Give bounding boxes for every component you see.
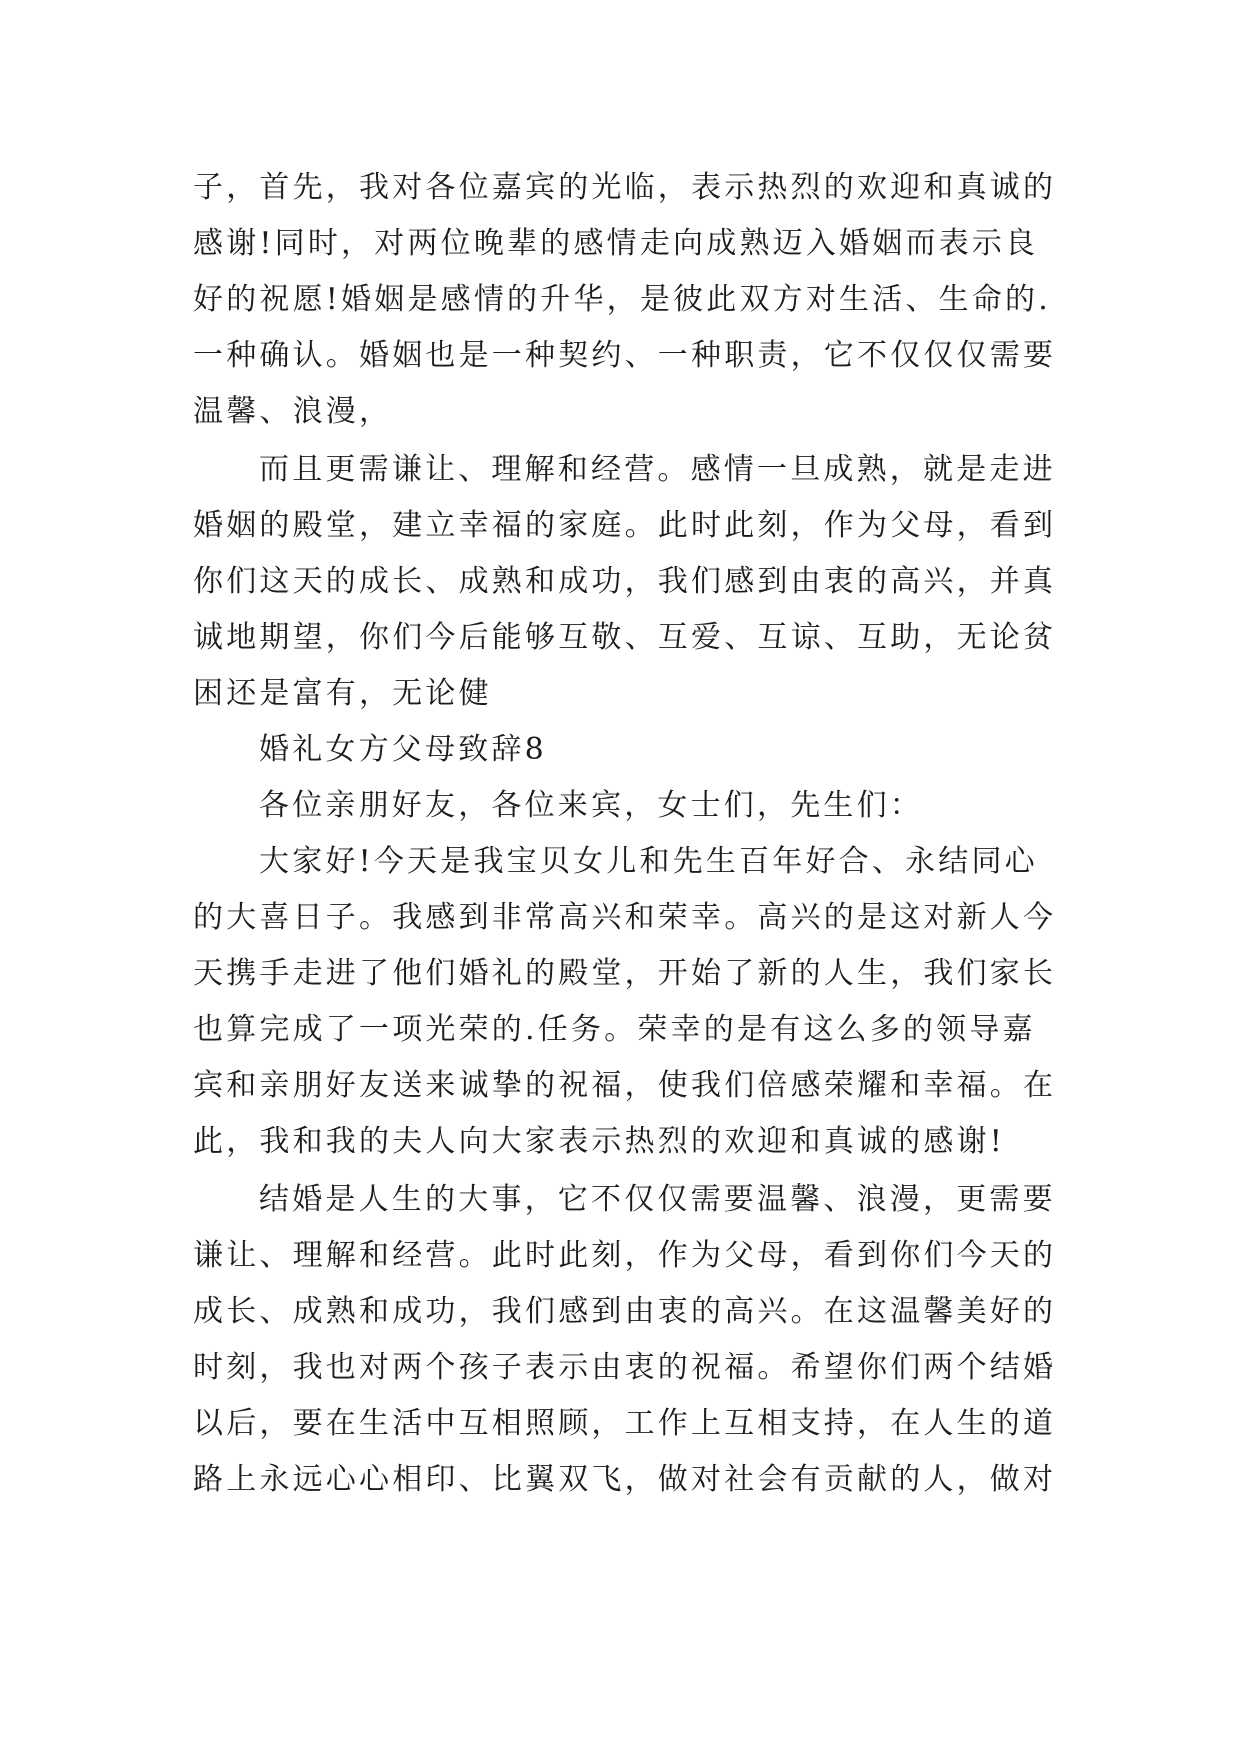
text-line: 而且更需谦让、理解和经营。感情一旦成熟，就是走进 xyxy=(259,452,1056,487)
paragraph xyxy=(193,1172,1058,1508)
text-line: 好的祝愿!婚姻是感情的升华，是彼此双方对生活、生命的. xyxy=(193,282,1051,317)
text-line: 各位亲朋好友，各位来宾，女士们，先生们： xyxy=(259,788,923,823)
text-line: 此，我和我的夫人向大家表示热烈的欢迎和真诚的感谢! xyxy=(193,1124,1006,1159)
heading-text: 婚礼女方父母致辞8 xyxy=(259,732,547,767)
text-line: 路上永远心心相印、比翼双飞，做对社会有贡献的人，做对 xyxy=(193,1462,1057,1497)
text-line: 你们这天的成长、成熟和成功，我们感到由衷的高兴，并真 xyxy=(193,564,1057,599)
text-line: 宾和亲朋好友送来诚挚的祝福，使我们倍感荣耀和幸福。在 xyxy=(193,1068,1057,1103)
text-line: 谦让、理解和经营。此时此刻，作为父母，看到你们今天的 xyxy=(193,1238,1057,1273)
text-line: 成长、成熟和成功，我们感到由衷的高兴。在这温馨美好的 xyxy=(193,1294,1057,1329)
text-line: 的大喜日子。我感到非常高兴和荣幸。高兴的是这对新人今 xyxy=(193,900,1057,935)
text-line: 以后，要在生活中互相照顾，工作上互相支持，在人生的道 xyxy=(193,1406,1057,1441)
text-line: 感谢!同时，对两位晚辈的感情走向成熟迈入婚姻而表示良 xyxy=(193,226,1039,261)
text-line: 大家好!今天是我宝贝女儿和先生百年好合、永结同心 xyxy=(259,844,1038,879)
text-line: 结婚是人生的大事，它不仅仅需要温馨、浪漫，更需要 xyxy=(259,1182,1056,1217)
section-heading xyxy=(193,722,1058,778)
text-line: 婚姻的殿堂，建立幸福的家庭。此时此刻，作为父母，看到 xyxy=(193,508,1057,543)
text-line: 诚地期望，你们今后能够互敬、互爱、互谅、互助，无论贫 xyxy=(193,620,1057,655)
text-line: 天携手走进了他们婚礼的殿堂，开始了新的人生，我们家长 xyxy=(193,956,1057,991)
paragraph xyxy=(193,834,1058,1170)
text-line: 也算完成了一项光荣的.任务。荣幸的是有这么多的领导嘉 xyxy=(193,1012,1036,1047)
text-line: 时刻，我也对两个孩子表示由衷的祝福。希望你们两个结婚 xyxy=(193,1350,1057,1385)
paragraph xyxy=(193,442,1058,722)
text-line: 子，首先，我对各位嘉宾的光临，表示热烈的欢迎和真诚的 xyxy=(193,170,1057,205)
document-body xyxy=(193,160,1058,1508)
paragraph xyxy=(193,160,1058,440)
salutation xyxy=(193,778,1058,834)
text-line: 一种确认。婚姻也是一种契约、一种职责，它不仅仅仅需要 xyxy=(193,338,1057,373)
text-line: 困还是富有，无论健 xyxy=(193,676,492,711)
text-line: 温馨、浪漫， xyxy=(193,394,393,429)
